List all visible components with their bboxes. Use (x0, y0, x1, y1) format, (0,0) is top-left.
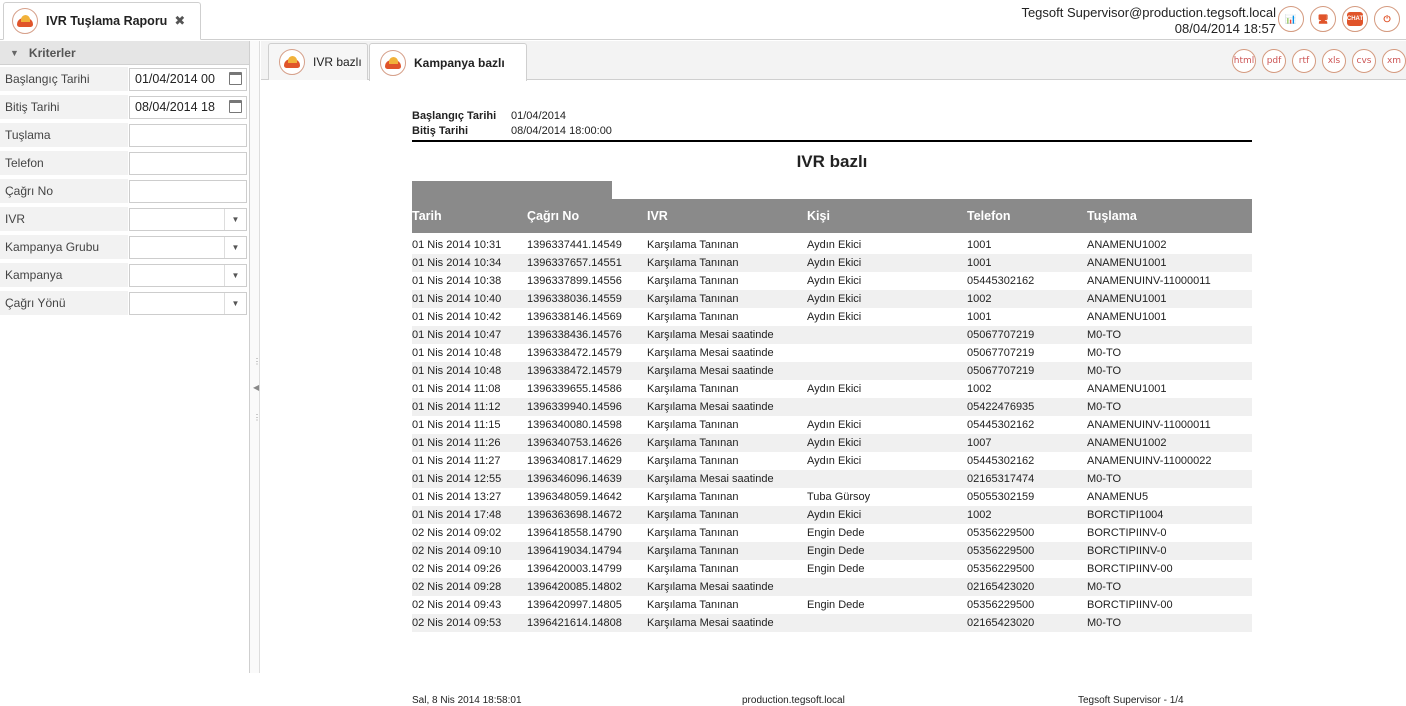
tegsoft-logo-icon (12, 8, 38, 34)
table-cell: Karşılama Tanınan (647, 383, 739, 395)
table-cell: 02165423020 (967, 581, 1035, 593)
table-cell: ANAMENU5 (1087, 491, 1149, 503)
table-cell: Karşılama Tanınan (647, 311, 739, 323)
table-cell: Karşılama Tanınan (647, 257, 739, 269)
chevron-down-icon[interactable]: ▼ (224, 237, 246, 258)
table-cell: 1396340080.14598 (527, 419, 622, 431)
select-field[interactable] (129, 292, 247, 315)
table-cell: Karşılama Tanınan (647, 419, 739, 431)
table-row (412, 578, 1252, 596)
report-footer (412, 695, 1252, 706)
field-label: Telefon (0, 151, 128, 175)
table-cell: ANAMENUINV-11000022 (1087, 455, 1212, 467)
table-row (412, 236, 1252, 254)
table-cell: Engin Dede (807, 527, 865, 539)
table-row (412, 254, 1252, 272)
page-info: Tegsoft Supervisor - 1/4 (1078, 695, 1184, 706)
table-cell: 1396338472.14579 (527, 365, 622, 377)
table-cell (807, 398, 967, 416)
table-cell: 1007 (967, 437, 992, 449)
text-field[interactable] (129, 180, 247, 203)
table-cell (807, 344, 967, 362)
table-row (412, 596, 1252, 614)
table-cell: 05356229500 (967, 545, 1035, 557)
table-cell: 1001 (967, 239, 992, 251)
table-cell: Karşılama Tanınan (647, 509, 739, 521)
date-field[interactable] (129, 96, 247, 119)
table-cell: 01 Nis 2014 11:12 (412, 401, 501, 413)
criteria-row (0, 289, 249, 317)
table-cell: Karşılama Tanınan (647, 275, 739, 287)
table-cell: 1396337657.14551 (527, 257, 622, 269)
table-cell: 05067707219 (967, 365, 1035, 377)
field-value: 08/04/2014 18 (135, 100, 215, 114)
current-datetime: 08/04/2014 18:57 (1174, 21, 1276, 36)
table-cell: 1396337441.14549 (527, 239, 622, 251)
table-row (412, 452, 1252, 470)
select-field[interactable] (129, 236, 247, 259)
table-cell: 1396418558.14790 (527, 527, 622, 539)
table-cell: 1396339655.14586 (527, 383, 622, 395)
report-icon[interactable] (1278, 6, 1304, 32)
criteria-row (0, 65, 249, 93)
table-cell: M0-TO (1087, 473, 1122, 485)
table-cell: ANAMENU1001 (1087, 257, 1167, 269)
table-cell: 05445302162 (967, 455, 1035, 467)
top-bar (0, 0, 1406, 40)
divider (412, 140, 1252, 142)
tegsoft-logo-icon (279, 49, 305, 75)
report-tab-bar (261, 41, 1406, 80)
meta-row (412, 109, 1252, 124)
export-xm-icon[interactable]: xm (1382, 49, 1406, 73)
criteria-panel (0, 41, 250, 673)
table-cell (807, 470, 967, 488)
table-cell: 01 Nis 2014 12:55 (412, 473, 502, 485)
criteria-row (0, 177, 249, 205)
table-cell: ANAMENU1001 (1087, 293, 1167, 305)
table-cell: 05356229500 (967, 563, 1035, 575)
export-html-icon[interactable]: html (1232, 49, 1256, 73)
table-cell: Aydın Ekici (807, 383, 862, 395)
field-label: IVR (0, 207, 128, 231)
table-cell: Karşılama Tanınan (647, 563, 739, 575)
column-header: IVR (647, 209, 668, 223)
chevron-down-icon[interactable]: ▼ (224, 293, 246, 314)
table-cell: ANAMENU1002 (1087, 437, 1167, 449)
table-cell: Aydın Ekici (807, 437, 862, 449)
field-label: Kampanya Grubu (0, 235, 128, 259)
table-cell: Karşılama Tanınan (647, 527, 739, 539)
table-row (412, 524, 1252, 542)
top-icons (1278, 6, 1400, 32)
table-cell: M0-TO (1087, 329, 1122, 341)
calendar-icon[interactable] (229, 100, 242, 113)
table-cell: Aydın Ekici (807, 419, 862, 431)
calendar-icon[interactable] (229, 72, 242, 85)
table-cell: Aydın Ekici (807, 455, 862, 467)
column-header: Kişi (807, 209, 830, 223)
table-cell: M0-TO (1087, 365, 1122, 377)
table-row (412, 290, 1252, 308)
text-field[interactable] (129, 124, 247, 147)
criteria-fields (0, 65, 249, 317)
table-cell: 02 Nis 2014 09:02 (412, 527, 502, 539)
table-cell: Karşılama Tanınan (647, 239, 739, 251)
table-cell: 1396420997.14805 (527, 599, 622, 611)
table-cell: 1396338472.14579 (527, 347, 622, 359)
criteria-row (0, 149, 249, 177)
table-cell: 05356229500 (967, 527, 1035, 539)
table-cell: 1396363698.14672 (527, 509, 622, 521)
table-cell: ANAMENU1001 (1087, 383, 1167, 395)
table-row (412, 272, 1252, 290)
table-cell: Aydın Ekici (807, 311, 862, 323)
table-cell: 01 Nis 2014 11:08 (412, 383, 501, 395)
table-cell: 1396419034.14794 (527, 545, 622, 557)
table-cell: 02 Nis 2014 09:53 (412, 617, 502, 629)
field-value: 01/04/2014 00 (135, 72, 215, 86)
table-row (412, 560, 1252, 578)
table-cell: 1396338146.14569 (527, 311, 622, 323)
table-cell: 1396337899.14556 (527, 275, 622, 287)
criteria-header[interactable] (0, 41, 249, 65)
table-row (412, 362, 1252, 380)
table-cell: 1396338036.14559 (527, 293, 622, 305)
select-field[interactable] (129, 208, 247, 231)
table-row (412, 326, 1252, 344)
table-cell: Karşılama Tanınan (647, 491, 739, 503)
top-icon-glyph: 🖥 (1317, 13, 1329, 24)
text-field[interactable] (129, 152, 247, 175)
table-body (412, 236, 1252, 632)
field-label: Çağrı Yönü (0, 291, 128, 315)
criteria-row (0, 121, 249, 149)
table-cell: 02 Nis 2014 09:43 (412, 599, 502, 611)
tab-ivr-bazli[interactable] (268, 43, 368, 80)
table-cell: Karşılama Mesai saatinde (647, 473, 774, 485)
collapse-left-icon[interactable]: ◀ (253, 383, 260, 392)
table-cell: 1396421614.14808 (527, 617, 622, 629)
table-row (412, 470, 1252, 488)
field-label: Bitiş Tarihi (0, 95, 128, 119)
table-cell: Karşılama Mesai saatinde (647, 581, 774, 593)
table-cell: ANAMENUINV-11000011 (1087, 275, 1211, 287)
table-cell: 05067707219 (967, 347, 1035, 359)
table-cell: 01 Nis 2014 17:48 (412, 509, 502, 521)
criteria-title: Kriterler (28, 45, 76, 60)
report-title: IVR bazlı (796, 152, 868, 171)
table-cell: 01 Nis 2014 11:15 (412, 419, 501, 431)
table-cell: 1396339940.14596 (527, 401, 622, 413)
table-cell (807, 362, 967, 380)
table-cell: BORCTIPIINV-0 (1087, 545, 1167, 557)
app-tab[interactable] (3, 2, 201, 40)
table-cell: 01 Nis 2014 10:47 (412, 329, 502, 341)
table-cell: 1396340753.14626 (527, 437, 622, 449)
table-cell: Aydın Ekici (807, 293, 862, 305)
tab-label: IVR bazlı (313, 55, 362, 69)
report-page (412, 109, 1252, 706)
field-label: Kampanya (0, 263, 128, 287)
app-title: IVR Tuşlama Raporu (46, 14, 168, 28)
table-cell: 05055302159 (967, 491, 1035, 503)
table-cell: 02 Nis 2014 09:26 (412, 563, 502, 575)
table-cell: Engin Dede (807, 545, 865, 557)
table-cell: 01 Nis 2014 10:34 (412, 257, 502, 269)
table-cell: 05067707219 (967, 329, 1035, 341)
power-icon[interactable] (1374, 6, 1400, 32)
chevron-down-icon[interactable]: ▼ (224, 265, 246, 286)
table-row (412, 506, 1252, 524)
table-row (412, 488, 1252, 506)
tab-kampanya-bazli[interactable] (369, 43, 527, 81)
table-row (412, 308, 1252, 326)
table-row (412, 434, 1252, 452)
table-cell: Aydın Ekici (807, 275, 862, 287)
export-pdf-icon[interactable]: pdf (1262, 49, 1286, 73)
table-cell: 01 Nis 2014 11:27 (412, 455, 501, 467)
table-cell: 01 Nis 2014 10:38 (412, 275, 502, 287)
column-header: Tarih (412, 209, 442, 223)
table-cell: Karşılama Tanınan (647, 545, 739, 557)
table-row (412, 398, 1252, 416)
table-cell: 1396340817.14629 (527, 455, 622, 467)
table-cell: Engin Dede (807, 563, 865, 575)
table-row (412, 380, 1252, 398)
table-cell: Karşılama Mesai saatinde (647, 401, 774, 413)
meta-value: 08/04/2014 18:00:00 (511, 125, 612, 137)
table-cell: 02 Nis 2014 09:10 (412, 545, 502, 557)
table-row (412, 416, 1252, 434)
table-row (412, 344, 1252, 362)
table-cell: 1002 (967, 509, 992, 521)
table-cell: 1002 (967, 383, 992, 395)
table-cell: 05445302162 (967, 275, 1035, 287)
chevron-down-icon[interactable]: ▼ (224, 209, 246, 230)
table-cell: M0-TO (1087, 581, 1122, 593)
table-cell: BORCTIPI1004 (1087, 509, 1164, 521)
table-cell: 01 Nis 2014 11:26 (412, 437, 501, 449)
table-cell: 01 Nis 2014 10:42 (412, 311, 502, 323)
table-cell: Aydın Ekici (807, 509, 862, 521)
table-cell: 1396346096.14639 (527, 473, 622, 485)
splitter-grip-icon: ⋮ (253, 413, 261, 422)
column-header: Tuşlama (1087, 209, 1137, 223)
monitor-icon[interactable] (1310, 6, 1336, 32)
panel-splitter[interactable] (250, 41, 260, 673)
host-name: production.tegsoft.local (742, 695, 845, 706)
table-cell: Karşılama Tanınan (647, 455, 739, 467)
close-icon[interactable]: ✖ (174, 13, 186, 28)
top-icon-glyph: ⏻ (1383, 13, 1391, 24)
criteria-row (0, 93, 249, 121)
table-cell: BORCTIPIINV-00 (1087, 599, 1173, 611)
content-area (261, 41, 1406, 706)
table-row (412, 614, 1252, 632)
table-cell: 1001 (967, 257, 992, 269)
table-cell: 1002 (967, 293, 992, 305)
table-cell: Karşılama Mesai saatinde (647, 365, 774, 377)
field-label: Başlangıç Tarihi (0, 67, 128, 91)
table-cell: Karşılama Tanınan (647, 437, 739, 449)
splitter-grip-icon: ⋮ (253, 357, 261, 366)
table-cell: 01 Nis 2014 10:48 (412, 347, 502, 359)
table-cell: M0-TO (1087, 401, 1122, 413)
field-label: Tuşlama (0, 123, 128, 147)
table-cell: Karşılama Tanınan (647, 293, 739, 305)
table-cell: 1396420003.14799 (527, 563, 622, 575)
table-cell: 05356229500 (967, 599, 1035, 611)
user-info (1021, 5, 1276, 37)
export-toolbar (1232, 49, 1406, 73)
table-cell: 1396338436.14576 (527, 329, 622, 341)
table-cell: 01 Nis 2014 10:40 (412, 293, 502, 305)
export-xls-icon[interactable]: xls (1322, 49, 1346, 73)
criteria-row (0, 261, 249, 289)
table-cell: 1001 (967, 311, 992, 323)
table-cell: 1396348059.14642 (527, 491, 622, 503)
table-cell: 01 Nis 2014 10:31 (412, 239, 502, 251)
table-cell: 05422476935 (967, 401, 1035, 413)
table-header (412, 199, 1252, 233)
tab-label: Kampanya bazlı (414, 55, 505, 70)
table-cell: 1396420085.14802 (527, 581, 622, 593)
table-cell: Karşılama Mesai saatinde (647, 617, 774, 629)
table-cell: BORCTIPIINV-0 (1087, 527, 1167, 539)
table-cell: 02 Nis 2014 09:28 (412, 581, 502, 593)
criteria-row (0, 233, 249, 261)
table-cell: Engin Dede (807, 599, 865, 611)
table-cell: ANAMENU1002 (1087, 239, 1167, 251)
user-name: Tegsoft Supervisor@production.tegsoft.local (1021, 5, 1276, 20)
meta-key: Bitiş Tarihi (412, 125, 469, 137)
table-cell: M0-TO (1087, 617, 1122, 629)
select-field[interactable] (129, 264, 247, 287)
date-field[interactable] (129, 68, 247, 91)
table-cell: Karşılama Mesai saatinde (647, 347, 774, 359)
table-cell: 02165423020 (967, 617, 1035, 629)
meta-value: 01/04/2014 (511, 110, 567, 122)
table-cell: BORCTIPIINV-00 (1087, 563, 1173, 575)
group-band (412, 181, 612, 199)
printed-date: Sal, 8 Nis 2014 18:58:01 (412, 695, 522, 706)
table-cell: Aydın Ekici (807, 257, 862, 269)
meta-row (412, 124, 1252, 139)
table-cell: Tuba Gürsoy (807, 491, 871, 503)
table-cell: 01 Nis 2014 10:48 (412, 365, 502, 377)
field-label: Çağrı No (0, 179, 128, 203)
table-cell: M0-TO (1087, 347, 1122, 359)
table-cell (807, 326, 967, 344)
top-icon-glyph: CHAT (1347, 12, 1363, 26)
export-rtf-icon[interactable]: rtf (1292, 49, 1316, 73)
meta-key: Başlangıç Tarihi (412, 110, 497, 122)
table-cell: 05445302162 (967, 419, 1035, 431)
table-cell (807, 614, 967, 632)
table-cell: ANAMENUINV-11000011 (1087, 419, 1211, 431)
column-header: Çağrı No (527, 209, 580, 223)
table-row (412, 542, 1252, 560)
table-cell: Aydın Ekici (807, 239, 862, 251)
export-cvs-icon[interactable]: cvs (1352, 49, 1376, 73)
tegsoft-logo-icon (380, 50, 406, 76)
table-cell (807, 578, 967, 596)
criteria-row (0, 205, 249, 233)
chat-icon[interactable] (1342, 6, 1368, 32)
table-cell: 01 Nis 2014 13:27 (412, 491, 502, 503)
top-icon-glyph: 📊 (1285, 13, 1297, 24)
table-cell: Karşılama Tanınan (647, 599, 739, 611)
chevron-down-icon[interactable]: ▼ (10, 47, 19, 58)
table-cell: 02165317474 (967, 473, 1035, 485)
table-cell: ANAMENU1001 (1087, 311, 1167, 323)
table-cell: Karşılama Mesai saatinde (647, 329, 774, 341)
column-header: Telefon (967, 209, 1011, 223)
